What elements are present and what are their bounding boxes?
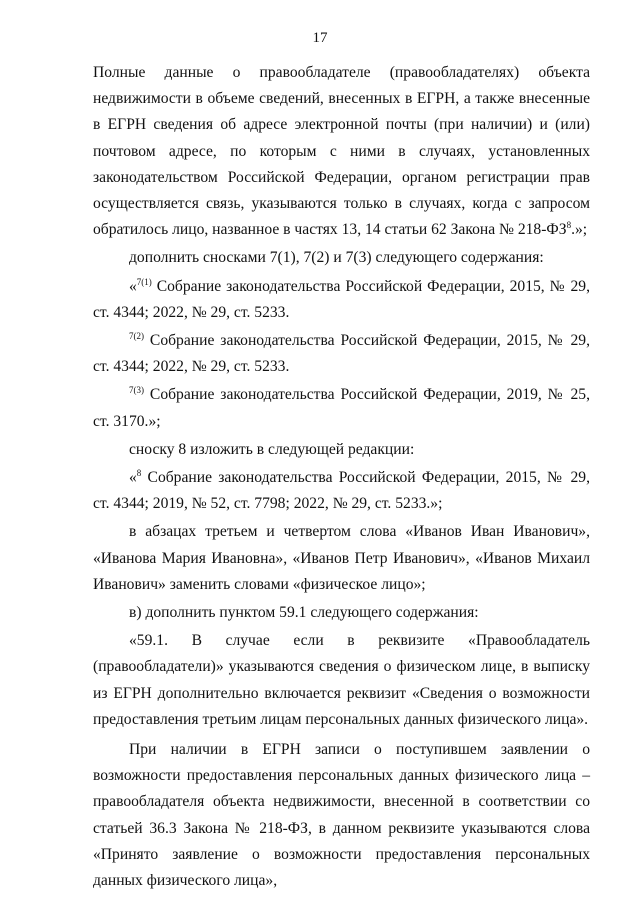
footnote-ref-8: 8 <box>566 220 572 231</box>
footnote-8: «$^8$ Собрание законодательства Российской Федерации, 2015, № 29, ст. 4344; 2019, № 52, ст. 7798; 2022, № 29, ст. 5233.»; <box>93 468 590 513</box>
footnote-7-2: $^{7(2)}$ Собрание законодательства Российской Федерации, 2015, № 29, ст. 4344; 2022, № 29, ст. 5233. <box>93 331 590 376</box>
paragraph-add-point-59-1: в) дополнить пунктом 59.1 следующего содержания: <box>129 604 479 622</box>
page-number: 17 <box>312 30 328 46</box>
document-body <box>93 60 590 896</box>
paragraph-59-1: «59.1. В случае если в реквизите «Правообладатель (правообладатели)» указываются сведения о физическом лице, в выписку из ЕГРН дополнительно включается реквизит «Сведения о возможности предоставления третьим лицам персональных данных физического лица». <box>93 632 590 728</box>
paragraph-egrn-record: При наличии в ЕГРН записи о поступившем заявлении о возможности предоставления персональных данных физического лица – правообладателя объекта недвижимости, внесенной в соответствии со статьей 36.3 Закона № 218-ФЗ, в данном реквизите указываются слова «Принято заявление о возможности предоставления персональных данных физического лица», <box>93 741 590 890</box>
paragraph-add-footnotes: дополнить сносками 7(1), 7(2) и 7(3) следующего содержания: <box>129 249 544 267</box>
footnote-marker-7-2: 7(2) <box>129 331 144 342</box>
footnote-marker-7-3: 7(3) <box>129 385 144 396</box>
paragraph-owner-data: Полные данные о правообладателе (правообладателях) объекта недвижимости в объеме сведений, внесенных в ЕГРН, а также внесенные в ЕГРН сведения об адресе электронной почты (при наличии) и (или) почтовом адресе, по которым с ними в случаях, установленных законодательством Российской Федерации, органом регистрации прав осуществляется связь, указываются только в случаях, когда с запросом обратилось лицо, названное в частях 13, 14 статьи 62 Закона № $218-ФЗ^8$.»; <box>93 64 590 239</box>
footnote-7-3: $^{7(3)}$ Собрание законодательства Российской Федерации, 2019, № 25, ст. 3170.»; <box>93 385 590 430</box>
paragraph-replace-names: в абзацах третьем и четвертом слова «Иванов Иван Иванович», «Иванова Мария Ивановна», «Иванов Петр Иванович», «Иванов Михаил Иванович» заменить словами «физическое лицо»; <box>93 523 590 593</box>
paragraph-footnote-8-edit: сноску 8 изложить в следующей редакции: <box>129 440 415 458</box>
footnote-marker-8: 8 <box>136 468 142 479</box>
footnote-7-1: «$^{7(1)}$ Собрание законодательства Российской Федерации, 2015, № 29, ст. 4344; 2022, № 29, ст. 5233. <box>93 276 590 321</box>
footnote-marker-7-1: 7(1) <box>136 276 152 287</box>
